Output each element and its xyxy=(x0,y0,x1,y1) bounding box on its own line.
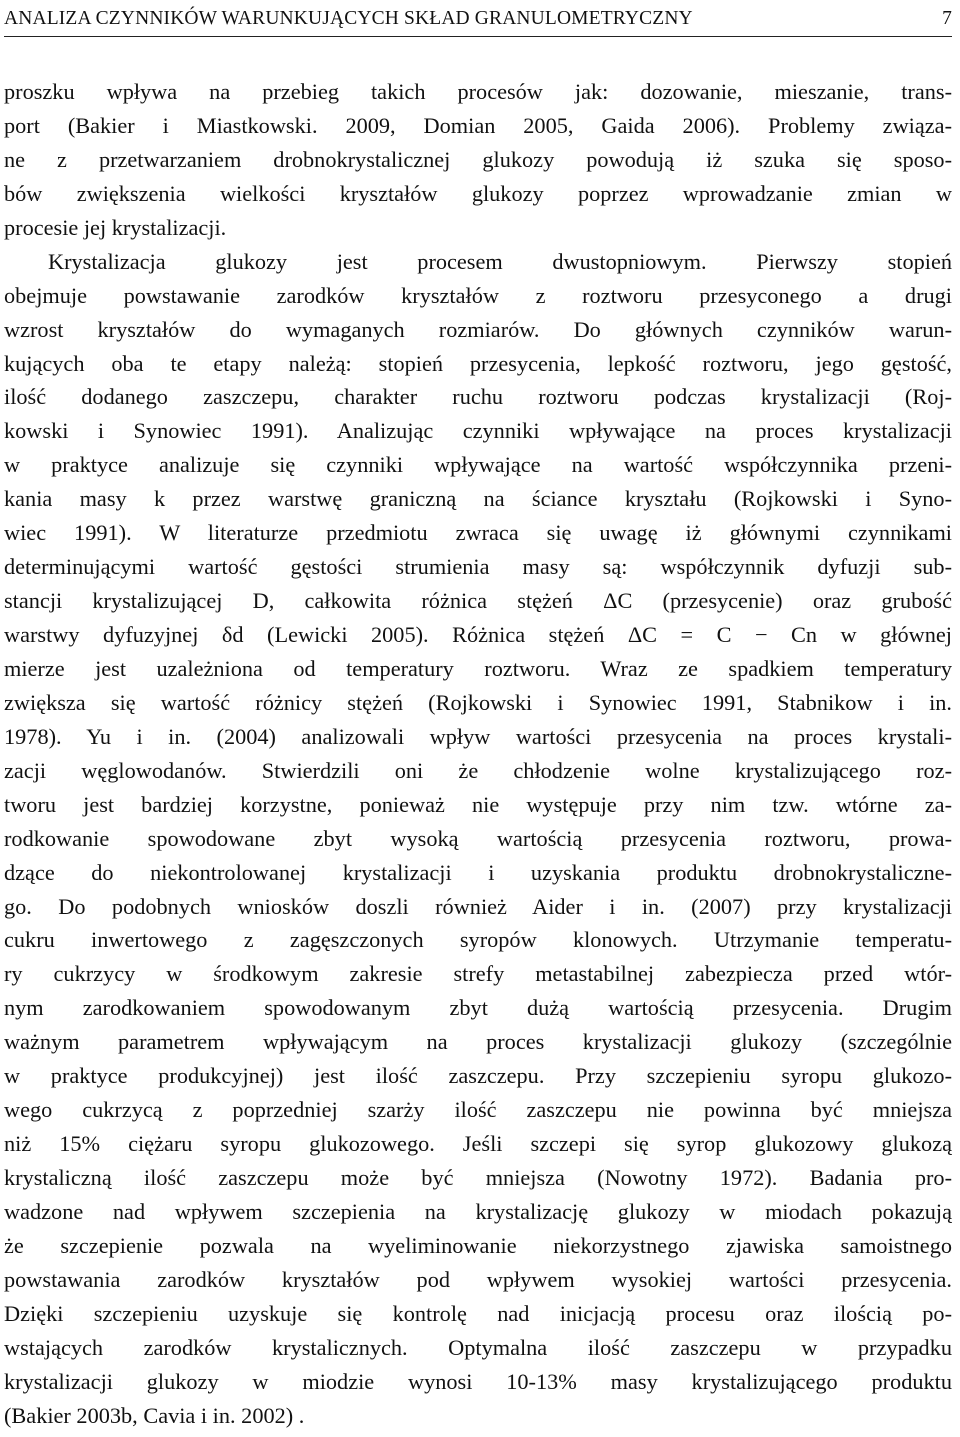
text-line: Krystalizacja glukozy jest procesem dwustopniowym. Pierwszy stopień xyxy=(48,248,952,274)
text-line: ilość dodanego zaszczepu, charakter ruchu roztworu podczas krystalizacji (Roj- xyxy=(4,384,952,410)
running-header xyxy=(4,6,952,37)
text-line: stancji krystalizującej D, całkowita różnica stężeń ΔC (przesycenie) oraz grubość xyxy=(4,588,952,614)
text-line: zacji węglowodanów. Stwierdzili oni że chłodzenie wolne krystalizującego roz- xyxy=(4,757,952,783)
text-line: procesie jej krystalizacji. xyxy=(4,214,227,240)
text-line: nym zarodkowaniem spowodowanym zbyt dużą wartością przesycenia. Drugim xyxy=(4,995,952,1021)
text-line: ry cukrzycy w środkowym zakresie strefy metastabilnej zabezpiecza przed wtór- xyxy=(4,961,952,987)
text-line: krystalizacji glukozy w miodzie wynosi 10-13% masy krystalizującego produktu xyxy=(4,1368,952,1394)
text-line: dzące do niekontrolowanej krystalizacji i uzyskania produktu drobnokrystaliczne- xyxy=(4,859,952,885)
text-line: cukru inwertowego z zagęszczonych syropów klonowych. Utrzymanie temperatu- xyxy=(4,927,952,953)
text-line: powstawania zarodków kryształów pod wpływem wysokiej wartości przesycenia. xyxy=(4,1266,952,1292)
text-line: kujących oba te etapy należą: stopień przesycenia, lepkość roztworu, jego gęstość, xyxy=(4,350,952,376)
text-line: determinującymi wartość gęstości strumienia masy są: współczynnik dyfuzji sub- xyxy=(4,554,952,580)
text-line: go. Do podobnych wniosków doszli również Aider i in. (2007) przy krystalizacji xyxy=(4,893,952,919)
text-line: wstających zarodków krystalicznych. Optymalna ilość zaszczepu w przypadku xyxy=(4,1334,952,1360)
text-line: ważnym parametrem wpływającym na proces krystalizacji glukozy (szczególnie xyxy=(4,1029,952,1055)
text-line: (Bakier 2003b, Cavia i in. 2002) . xyxy=(4,1402,305,1428)
text-line: krystaliczną ilość zaszczepu może być mniejsza (Nowotny 1972). Badania pro- xyxy=(4,1165,952,1190)
text-line: wego cukrzycą z poprzedniej szarży ilość zaszczepu nie powinna być mniejsza xyxy=(4,1097,952,1123)
text-line: warstwy dyfuzyjnej δd (Lewicki 2005). Różnica stężeń ΔC = C − Cn w głównej xyxy=(4,622,952,647)
text-line: w praktyce produkcyjnej) jest ilość zaszczepu. Przy szczepieniu syropu glukozo- xyxy=(4,1063,952,1089)
page-number: 7 xyxy=(942,8,952,29)
text-line: obejmuje powstawanie zarodków kryształów z roztworu przesyconego a drugi xyxy=(4,282,952,308)
text-line: rodkowanie spowodowane zbyt wysoką wartością przesycenia roztworu, prowa- xyxy=(4,825,952,851)
text-line: kowski i Synowiec 1991). Analizując czynniki wpływające na proces krystalizacji xyxy=(4,418,952,444)
text-line: Dzięki szczepieniu uzyskuje się kontrolę nad inicjacją procesu oraz ilością po- xyxy=(4,1300,952,1326)
text-line: port (Bakier i Miastkowski. 2009, Domian 2005, Gaida 2006). Problemy związa- xyxy=(4,112,952,138)
text-line: zwiększa się wartość różnicy stężeń (Rojkowski i Synowiec 1991, Stabnikow i in. xyxy=(4,689,952,715)
text-line: bów zwiększenia wielkości kryształów glukozy poprzez wprowadzanie zmian w xyxy=(4,180,952,206)
text-line: proszku wpływa na przebieg takich procesów jak: dozowanie, mieszanie, trans- xyxy=(4,79,952,104)
text-line: kania masy k przez warstwę graniczną na ściance kryształu (Rojkowski i Syno- xyxy=(4,486,952,512)
text-line: 1978). Yu i in. (2004) analizowali wpływ wartości przesycenia na proces krystali- xyxy=(4,723,952,749)
text-line: w praktyce analizuje się czynniki wpływające na wartość współczynnika przeni- xyxy=(4,452,952,478)
text-line: że szczepienie pozwala na wyeliminowanie niekorzystnego zjawiska samoistnego xyxy=(4,1232,952,1258)
body-text xyxy=(4,75,952,1433)
text-line: tworu jest bardziej korzystne, ponieważ nie występuje przy nim tzw. wtórne za- xyxy=(4,791,952,817)
text-line: niż 15% ciężaru syropu glukozowego. Jeśli szczepi się syrop glukozowy glukozą xyxy=(4,1131,952,1157)
text-line: wiec 1991). W literaturze przedmiotu zwraca się uwagę iż głównymi czynnikami xyxy=(4,520,952,546)
running-header-title: ANALIZA CZYNNIKÓW WARUNKUJĄCYCH SKŁAD GRANULOMETRYCZNY xyxy=(4,8,693,29)
text-line: mierze jest uzależniona od temperatury roztworu. Wraz ze spadkiem temperatury xyxy=(4,655,952,681)
text-line: wzrost kryształów do wymaganych rozmiarów. Do głównych czynników warun- xyxy=(4,316,952,342)
text-line: wadzone nad wpływem szczepienia na krystalizację glukozy w miodach pokazują xyxy=(4,1198,952,1224)
text-line: ne z przetwarzaniem drobnokrystalicznej glukozy powodują iż szuka się sposo- xyxy=(4,146,952,172)
